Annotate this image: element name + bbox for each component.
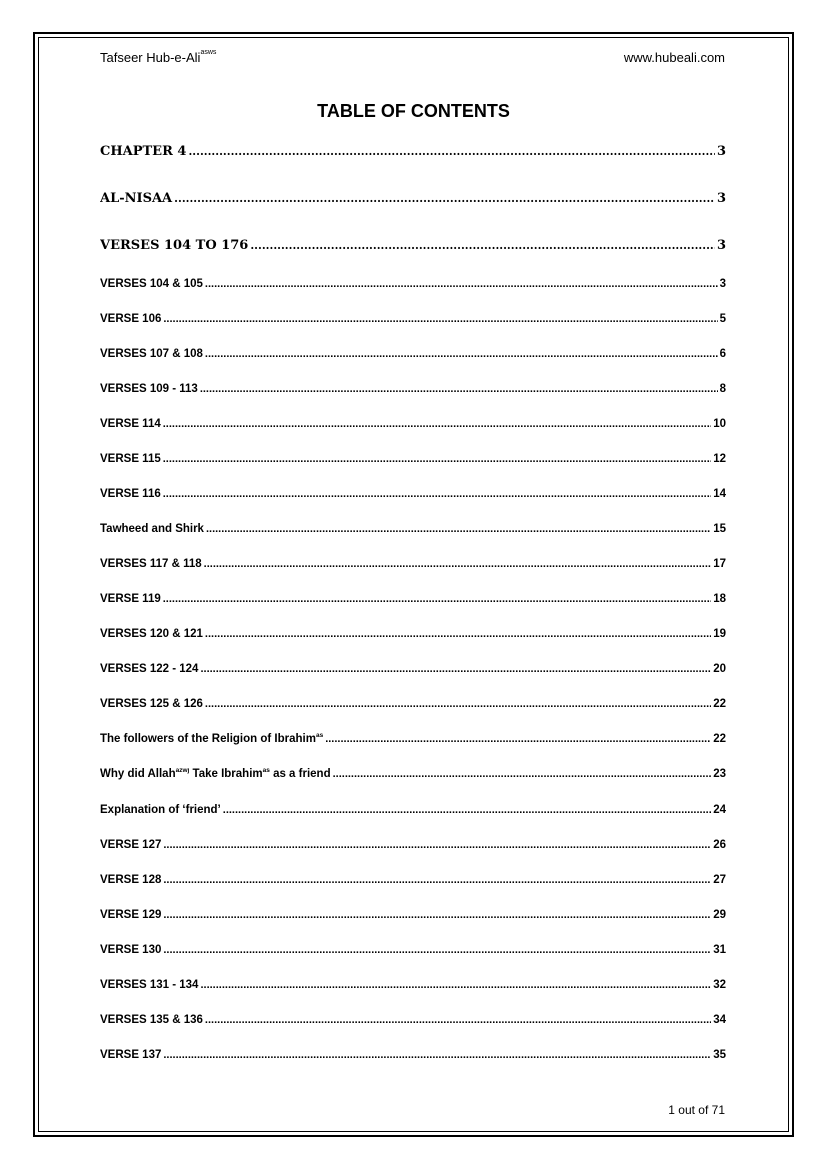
toc-leader-dots — [205, 698, 711, 710]
toc-leader-dots — [163, 839, 711, 851]
toc-leader-dots — [188, 145, 715, 158]
toc-entry[interactable] — [100, 663, 726, 675]
toc-leader-dots — [163, 909, 711, 921]
toc-leader-dots — [333, 768, 712, 780]
toc-leader-dots — [325, 733, 711, 745]
toc-entry-label — [100, 144, 186, 159]
toc-entry[interactable] — [100, 383, 726, 395]
toc-entry[interactable] — [100, 488, 726, 500]
toc-entry-page: 12 — [713, 452, 726, 465]
toc-entry-page: 22 — [713, 697, 726, 710]
toc-entry-page: 19 — [713, 627, 726, 640]
toc-entry-page: 5 — [719, 312, 726, 325]
toc-entry[interactable] — [100, 839, 726, 851]
toc-entry-page: 26 — [713, 838, 726, 851]
toc-entry-page: 3 — [719, 277, 726, 290]
toc-entry-text: VERSE 130 — [100, 943, 162, 956]
toc-entry-label — [100, 663, 198, 675]
toc-entry-page: 10 — [713, 417, 726, 430]
toc-entry-page: 32 — [713, 978, 726, 991]
toc-entry-label — [100, 768, 331, 780]
toc-entry[interactable] — [100, 1014, 726, 1026]
toc-entry-text: Explanation of ‘friend’ — [100, 803, 221, 816]
toc-entry[interactable] — [100, 944, 726, 956]
toc-entry-text: VERSES 120 & 121 — [100, 627, 203, 640]
toc-entry[interactable] — [100, 453, 726, 465]
toc-entry-text: CHAPTER 4 — [100, 144, 187, 159]
toc-entry-sup: azwj — [175, 767, 190, 774]
toc-entry[interactable] — [100, 909, 726, 921]
header-title-sup: asws — [200, 49, 217, 56]
toc-leader-dots — [250, 239, 715, 252]
toc-entry[interactable] — [100, 768, 726, 780]
toc-entry-text: VERSE 119 — [100, 592, 161, 605]
toc-leader-dots — [204, 558, 712, 570]
toc-entry[interactable] — [100, 979, 726, 991]
toc-leader-dots — [205, 628, 711, 640]
toc-entry[interactable] — [100, 238, 726, 253]
toc-leader-dots — [163, 944, 711, 956]
toc-leader-dots — [163, 488, 711, 500]
toc-entry-page: 22 — [713, 732, 726, 745]
toc-entry-label — [100, 909, 161, 921]
toc-leader-dots — [163, 874, 711, 886]
toc-entry[interactable] — [100, 733, 726, 745]
toc-entry-text: VERSES 107 & 108 — [100, 347, 203, 360]
toc-entry[interactable] — [100, 313, 726, 325]
toc-entry-page: 35 — [713, 1048, 726, 1061]
toc-entry[interactable] — [100, 804, 726, 816]
toc-entry-label — [100, 523, 204, 535]
toc-entry-text: VERSE 127 — [100, 838, 162, 851]
toc-entry-label — [100, 804, 221, 816]
toc-entry-text: VERSE 129 — [100, 908, 162, 921]
toc-entry-label — [100, 593, 161, 605]
toc-entry[interactable] — [100, 628, 726, 640]
toc-entry-page: 24 — [713, 803, 726, 816]
toc-entry-page: 3 — [716, 144, 726, 159]
toc-entry-label — [100, 698, 203, 710]
toc-entry-text: VERSES 131 - 134 — [100, 978, 199, 991]
toc-entry-page: 29 — [713, 908, 726, 921]
toc-entry-label — [100, 1014, 203, 1026]
toc-entry-page: 3 — [716, 191, 726, 206]
toc-entry[interactable] — [100, 1049, 726, 1061]
toc-entry-text: VERSES 109 - 113 — [100, 382, 198, 395]
toc-leader-dots — [200, 979, 711, 991]
toc-leader-dots — [205, 278, 718, 290]
toc-entry-page: 23 — [713, 767, 726, 780]
toc-entry[interactable] — [100, 278, 726, 290]
toc-leader-dots — [200, 383, 718, 395]
toc-leader-dots — [163, 1049, 711, 1061]
toc-leader-dots — [163, 418, 711, 430]
toc-entry-label — [100, 278, 203, 290]
header-title-text: Tafseer Hub-e-Ali — [100, 50, 201, 65]
toc-entry[interactable] — [100, 558, 726, 570]
toc-entry-label — [100, 313, 161, 325]
toc-leader-dots — [163, 313, 717, 325]
toc-leader-dots — [163, 593, 711, 605]
toc-leader-dots — [163, 453, 711, 465]
toc-leader-dots — [205, 348, 718, 360]
running-header-title — [100, 50, 216, 65]
toc-entry-label — [100, 191, 172, 206]
toc-entry-page: 15 — [713, 522, 726, 535]
toc-entry-label — [100, 733, 323, 745]
toc-entry-text: VERSES 135 & 136 — [100, 1013, 203, 1026]
toc-entry-label — [100, 488, 161, 500]
toc-entry-text: VERSE 128 — [100, 873, 162, 886]
toc-entry[interactable] — [100, 874, 726, 886]
toc-entry-label — [100, 839, 161, 851]
toc-entry-label — [100, 348, 203, 360]
toc-entry-text: Take Ibrahim — [189, 767, 263, 780]
toc-entry-label — [100, 558, 202, 570]
toc-entry-text: The followers of the Religion of Ibrahim — [100, 732, 316, 745]
toc-leader-dots — [206, 523, 711, 535]
toc-entry-label — [100, 944, 161, 956]
toc-entry-label — [100, 383, 198, 395]
toc-leader-dots — [223, 804, 711, 816]
toc-entry-page: 31 — [713, 943, 726, 956]
toc-entry-label — [100, 418, 161, 430]
running-header-url: www.hubeali.com — [623, 50, 725, 65]
toc-entry-text: as a friend — [269, 767, 331, 780]
toc-entry-text: VERSES 125 & 126 — [100, 697, 203, 710]
toc-entry-page: 17 — [713, 557, 726, 570]
toc-entry[interactable] — [100, 348, 726, 360]
toc-entry-label — [100, 979, 198, 991]
toc-entry-page: 6 — [719, 347, 726, 360]
toc-entry-page: 8 — [719, 382, 726, 395]
toc-leader-dots — [174, 192, 715, 205]
toc-entry-label — [100, 453, 161, 465]
toc-entry-page: 18 — [713, 592, 726, 605]
toc-entry-label — [100, 874, 161, 886]
toc-entry-text: VERSE 115 — [100, 452, 161, 465]
toc-entry[interactable] — [100, 698, 726, 710]
toc-entry-label — [100, 1049, 161, 1061]
toc-entry-label — [100, 628, 203, 640]
toc-entry-page: 14 — [713, 487, 726, 500]
toc-leader-dots — [205, 1014, 711, 1026]
toc-entry-text: VERSE 137 — [100, 1048, 162, 1061]
toc-entry-sup: as — [262, 767, 270, 774]
toc-entry-page: 20 — [713, 662, 726, 675]
toc-entry[interactable] — [100, 593, 726, 605]
toc-entry[interactable] — [100, 523, 726, 535]
toc-entry-text: VERSES 104 & 105 — [100, 277, 203, 290]
toc-entry[interactable] — [100, 191, 726, 206]
toc-entry-label — [100, 238, 248, 253]
toc-entry-text: VERSE 106 — [100, 312, 162, 325]
toc-entry-text: VERSES 104 TO 176 — [100, 238, 249, 253]
toc-entry-text: VERSES 117 & 118 — [100, 557, 202, 570]
toc-entry-page: 27 — [713, 873, 726, 886]
page-number: 1 out of 71 — [668, 1103, 725, 1117]
toc-entry[interactable] — [100, 418, 726, 430]
toc-leader-dots — [200, 663, 711, 675]
toc-entry-text: Why did Allah — [100, 767, 176, 780]
toc-entry-page: 34 — [713, 1013, 726, 1026]
toc-entry-text: VERSE 116 — [100, 487, 161, 500]
toc-entry-text: VERSES 122 - 124 — [100, 662, 199, 675]
toc-title: TABLE OF CONTENTS — [317, 101, 510, 121]
toc-entry[interactable] — [100, 144, 726, 159]
toc-entry-text: Tawheed and Shirk — [100, 522, 204, 535]
toc-entry-text: VERSE 114 — [100, 417, 161, 430]
toc-entry-text: AL-NISAA — [100, 191, 173, 206]
toc-entry-sup: as — [315, 732, 324, 739]
toc-entry-page: 3 — [716, 238, 726, 253]
